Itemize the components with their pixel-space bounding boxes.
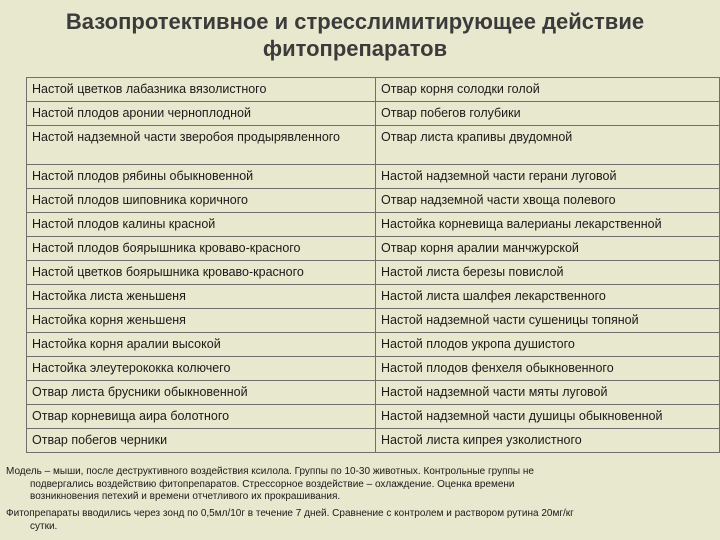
table-row: [27, 213, 720, 237]
table-cell: Настой плодов фенхеля обыкновенного: [376, 357, 720, 381]
slide-title-line2: фитопрепаратов: [262, 36, 448, 61]
table-cell: Отвар побегов голубики: [376, 102, 720, 126]
table-cell: Настой надземной части сушеницы топяной: [376, 309, 720, 333]
slide-title-line1: Вазопротективное и стресслимитирующее действие: [65, 9, 645, 34]
table-row: [27, 261, 720, 285]
table-cell: Настойка листа женьшеня: [27, 285, 376, 309]
table-cell: Настой плодов укропа душистого: [376, 333, 720, 357]
herbal-preparations-table: [26, 77, 720, 453]
table-row: [27, 126, 720, 165]
table-cell: Настой листа березы повислой: [376, 261, 720, 285]
table-cell: Настой листа кипрея узколистного: [376, 429, 720, 453]
table-row: [27, 381, 720, 405]
table-cell: Отвар корневища аира болотного: [27, 405, 376, 429]
table-cell: Отвар листа крапивы двудомной: [376, 126, 720, 165]
table-row: [27, 357, 720, 381]
table-cell: Отвар надземной части хвоща полевого: [376, 189, 720, 213]
table-cell: Настой плодов калины красной: [27, 213, 376, 237]
table-cell: Отвар листа брусники обыкновенной: [27, 381, 376, 405]
table-row: [27, 285, 720, 309]
table-row: [27, 102, 720, 126]
table-row: [27, 429, 720, 453]
table-cell: Настой плодов рябины обыкновенной: [27, 165, 376, 189]
dosage-note-line: Фитопрепараты вводились через зонд по 0,5мл/10г в течение 7 дней. Сравнение с контролем и раствором рутина 20мг/кг: [6, 508, 574, 519]
table-cell: Настой надземной части мяты луговой: [376, 381, 720, 405]
table-cell: Настой плодов шиповника коричного: [27, 189, 376, 213]
table-row: [27, 309, 720, 333]
table-cell: Настойка корневища валерианы лекарственной: [376, 213, 720, 237]
methods-note-line: подвергались воздействию фитопрепаратов. Стрессорное воздействие – охлаждение. Оценка времени: [30, 478, 515, 490]
dosage-note: [6, 508, 714, 533]
table-cell: Настой цветков лабазника вязолистного: [27, 78, 376, 102]
table-cell: Настой надземной части зверобоя продырявленного: [27, 126, 376, 165]
table-cell: Настой надземной части душицы обыкновенной: [376, 405, 720, 429]
slide-title: [0, 8, 720, 62]
table-cell: Настой цветков боярышника кроваво-красного: [27, 261, 376, 285]
dosage-note-line: сутки.: [30, 520, 58, 532]
methods-note: [6, 466, 714, 504]
table-cell: Настойка корня женьшеня: [27, 309, 376, 333]
table-row: [27, 78, 720, 102]
table-cell: Настой плодов боярышника кроваво-красного: [27, 237, 376, 261]
table-cell: Настой листа шалфея лекарственного: [376, 285, 720, 309]
table-cell: Настойка элеутерококка колючего: [27, 357, 376, 381]
table-row: [27, 237, 720, 261]
table-row: [27, 165, 720, 189]
table-cell: Настой надземной части герани луговой: [376, 165, 720, 189]
table-row: [27, 189, 720, 213]
table-cell: Настой плодов аронии черноплодной: [27, 102, 376, 126]
table-cell: Отвар побегов черники: [27, 429, 376, 453]
table-cell: Настойка корня аралии высокой: [27, 333, 376, 357]
methods-note-line: возникновения петехий и времени отчетливого их прокрашивания.: [30, 491, 341, 502]
table-cell: Отвар корня солодки голой: [376, 78, 720, 102]
methods-note-line: Модель – мыши, после деструктивного воздействия ксилола. Группы по 10-30 животных. Контрольные группы не: [6, 466, 534, 477]
table-row: [27, 333, 720, 357]
table-cell: Отвар корня аралии манчжурской: [376, 237, 720, 261]
table-row: [27, 405, 720, 429]
